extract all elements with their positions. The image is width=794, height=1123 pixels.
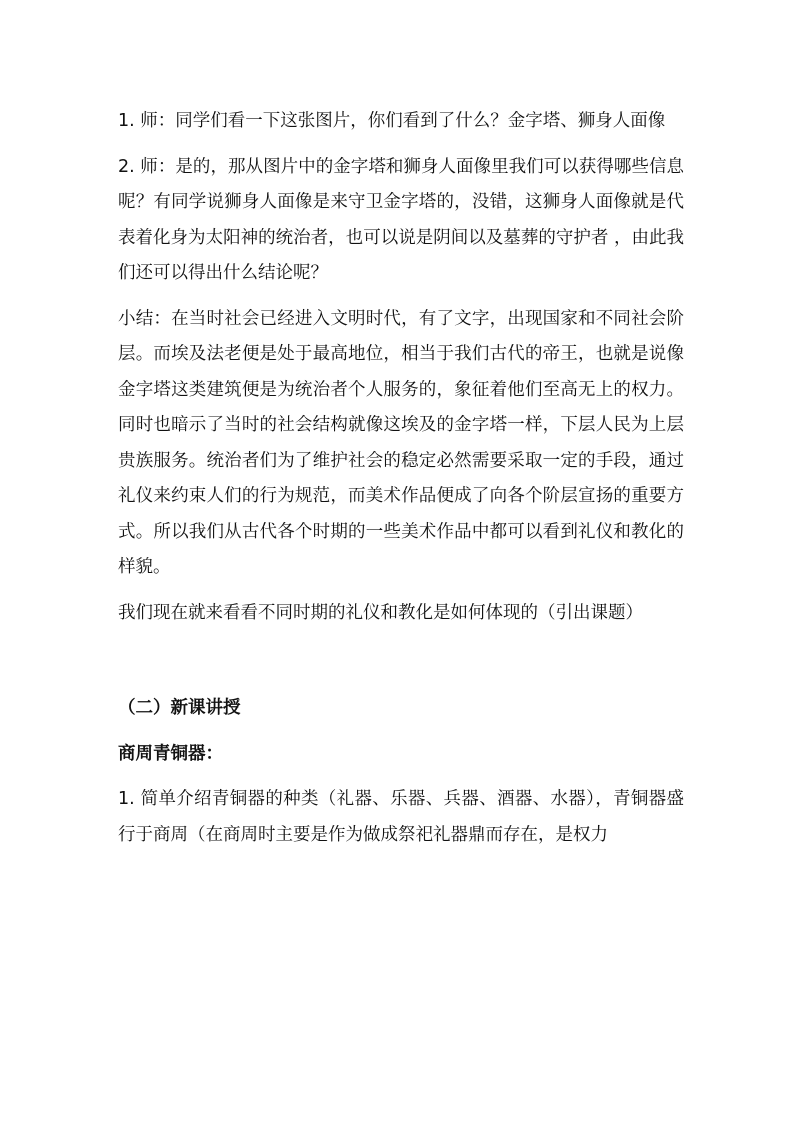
paragraph-teacher-question-2: 2. 师：是的，那从图片中的金字塔和狮身人面像里我们可以获得哪些信息呢？有同学说狮身人面像是来守卫金字塔的，没错，这狮身人面像就是代表着化身为太阳神的统治者，也可以说是阴间以及墓葬的守护者 ，由此我们还可以得出什么结论呢？ [118,156,684,283]
paragraph-transition: 我们现在就来看看不同时期的礼仪和教化是如何体现的（引出课题） [118,602,643,623]
subheading-bronze: 商周青铜器： [118,743,223,764]
paragraph-teacher-question-1: 1. 师：同学们看一下这张图片，你们看到了什么？金字塔、狮身人面像 [118,111,666,131]
section-heading-new-lesson: （二）新课讲授 [118,698,241,718]
paragraph-summary: 小结：在当时社会已经进入文明时代，有了文字，出现国家和不同社会阶层。而埃及法老便是处于最高地位，相当于我们古代的帝王，也就是说像金字塔这类建筑便是为统治者个人服务的，象征着他们至高无上的权力。同时也暗示了当时的社会结构就像这埃及的金字塔一样，下层人民为上层贵族服务。统治者们为了维护社会的稳定必然需要采取一定的手段，通过礼仪来约束人们的行为规范，而美术作品便成了向各个阶层宣扬的重要方式。所以我们从古代各个时期的一些美术作品中都可以看到礼仪和教化的样貌。 [118,308,684,577]
document-body [118,104,684,853]
paragraph-bronze-intro: 1. 简单介绍青铜器的种类（礼器、乐器、兵器、酒器、水器），青铜器盛行于商周（在商周时主要是作为做成祭祀礼器鼎而存在，是权力 [118,789,684,845]
